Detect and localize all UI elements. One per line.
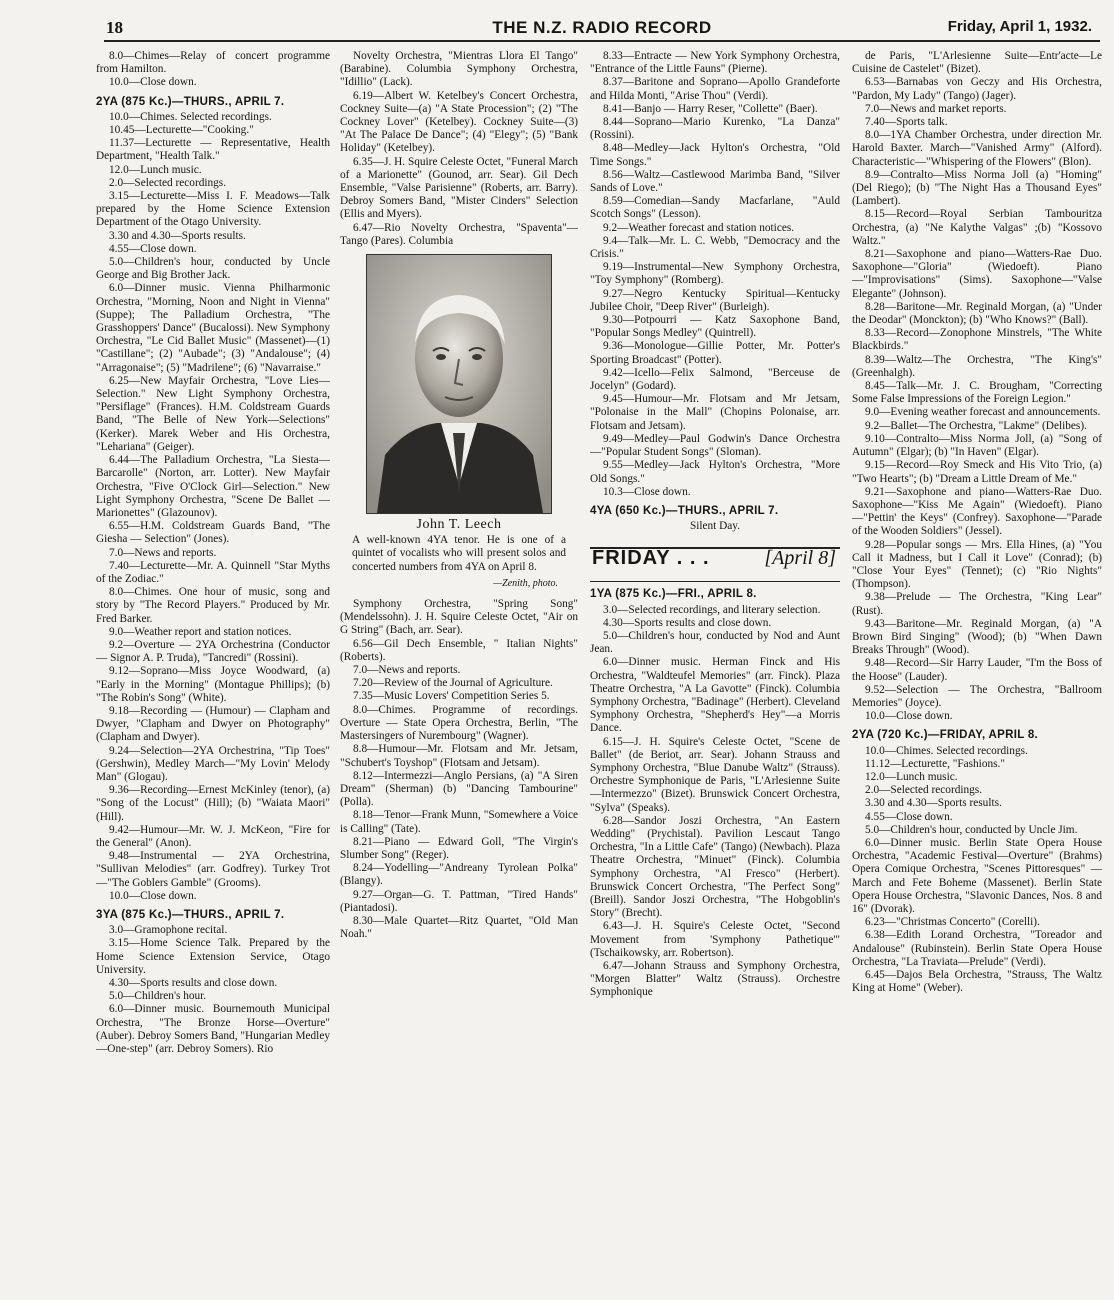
programme-entry: 11.37—Lecturette — Representative, Health Department, "Health Talk." xyxy=(96,137,330,163)
column-3-bottom xyxy=(590,588,840,999)
programme-entry: 9.55—Medley—Jack Hylton's Orchestra, "More Old Songs." xyxy=(590,459,840,485)
programme-entry: 9.45—Humour—Mr. Flotsam and Mr Jetsam, "Polonaise in the Mall" (Chopins Polonaise, arr. Flotsam and Jetsam). xyxy=(590,393,840,432)
programme-entry: 4.55—Close down. xyxy=(109,242,197,255)
programme-entry: 7.0—News and reports. xyxy=(109,546,217,559)
programme-entry: 8.21—Piano — Edward Goll, "The Virgin's Slumber Song" (Reger). xyxy=(340,835,578,861)
programme-entry: 9.12—Soprano—Miss Joyce Woodward, (a) "Early in the Morning" (Montague Phillips); (b) "The Robin's Song" (White). xyxy=(96,665,330,704)
programme-entry: 5.0—Children's hour, conducted by Nod and Aunt Jean. xyxy=(590,629,840,656)
programme-entry: 7.40—Lecturette—Mr. A. Quinnell "Star Myths of the Zodiac." xyxy=(96,559,330,585)
programme-entry: 6.25—New Mayfair Orchestra, "Love Lies—Selection." New Light Symphony Orchestra, "Persiflage" (Frances). H.M. Coldstream Guards Band, "The Belle of New York—Selections" (Kerker). Marek Weber and His Orchestra, "Lehariana" (Geiger). xyxy=(96,374,330,453)
programme-entry: 9.19—Instrumental—New Symphony Orchestra, "Toy Symphony" (Romberg). xyxy=(590,261,840,287)
programme-entry: 8.18—Tenor—Frank Munn, "Somewhere a Voice is Calling" (Tate). xyxy=(340,809,578,835)
programme-entry: 9.27—Negro Kentucky Spiritual—Kentucky Jubilee Choir, "Deep River" (Burleigh). xyxy=(590,287,840,313)
publication-title: THE N.Z. RADIO RECORD xyxy=(492,18,712,37)
programme-entry: 9.43—Baritone—Mr. Reginald Morgan, (a) "A Brown Bird Singing" (Wood); (b) "When Dawn Breaks Through" (Wood). xyxy=(852,617,1102,657)
programme-entry: 6.55—H.M. Coldstream Guards Band, "The Giesha — Selection" (Jones). xyxy=(96,520,330,546)
programme-entry: Symphony Orchestra, "Spring Song" (Mendelssohn). J. H. Squire Celeste Octet, "Air on G String" (Bach, arr. Sear). xyxy=(340,598,578,637)
station-heading: 3YA (875 Kc.)—THURS., APRIL 7. xyxy=(96,909,285,921)
programme-entry: Novelty Orchestra, "Mientras Llora El Tango" (Barabine). Columbia Symphony Orchestra, "Idillio" (Lack). xyxy=(340,50,578,89)
programme-entry: 10.0—Chimes. Selected recordings. xyxy=(109,110,272,123)
programme-entry: 6.47—Rio Novelty Orchestra, "Spaventa"—Tango (Pares). Columbia xyxy=(340,221,578,247)
programme-entry: 6.0—Dinner music. Bournemouth Municipal Orchestra, "The Bronze Horse—Overture" (Auber). Debroy Somers Band, "Hungarian Medley—One-step" (arr. Debroy Somers). Rio xyxy=(96,1003,330,1056)
programme-entry: 6.53—Barnabas von Geczy and His Orchestra, "Pardon, My Lady" (Tango) (Jager). xyxy=(852,76,1102,102)
programme-entry: 9.48—Record—Sir Harry Lauder, "I'm the Boss of the Hoose" (Lauder). xyxy=(852,657,1102,683)
programme-entry: 8.9—Contralto—Miss Norma Joll (a) "Homing" (Del Riego); (b) "The Night Has a Thousand Eyes" (Lambert). xyxy=(852,168,1102,208)
programme-entry: 9.24—Selection—2YA Orchestrina, "Tip Toes" (Gershwin), Medley March—"My Lovin' Melody Man" (Glogau). xyxy=(96,744,330,783)
column-2-bottom xyxy=(340,598,578,941)
programme-entry: 9.28—Popular songs — Mrs. Ella Hines, (a) "You Call it Madness, but I Call it Love" (Conrad); (b) "Close Your Eyes" (Tennet); (c) "Rio Nights" (Thompson). xyxy=(852,538,1102,591)
programme-entry: 12.0—Lunch music. xyxy=(865,770,958,783)
programme-entry: 3.0—Gramophone recital. xyxy=(109,924,228,937)
photo-credit: —Zenith, photo. xyxy=(493,577,558,589)
programme-entry: 8.33—Record—Zonophone Minstrels, "The White Blackbirds." xyxy=(852,327,1102,353)
column-3-top xyxy=(590,50,840,533)
programme-entry: 9.48—Instrumental — 2YA Orchestrina, "Sullivan Melodies" (arr. Godfrey). Turkey Trot—"The Goblers Gamble" (Grooms). xyxy=(96,850,330,889)
programme-entry: 8.56—Waltz—Castlewood Marimba Band, "Silver Sands of Love." xyxy=(590,168,840,195)
programme-entry: 9.2—Ballet—The Orchestra, "Lakme" (Delibes). xyxy=(865,419,1087,432)
programme-entry: 8.8—Humour—Mr. Flotsam and Mr. Jetsam, "Schubert's Toyshop" (Flotsam and Jetsam). xyxy=(340,743,578,769)
programme-entry: 9.36—Recording—Ernest McKinley (tenor), (a) "Song of the Locust" (Hill); (b) "Waiata Maori" (Hill). xyxy=(96,784,330,823)
programme-entry: 6.38—Edith Lorand Orchestra, "Toreador and Andalouse" (Rubinstein). Berlin State Opera House Orchestra, "La Traviata—Prelude" (Verdi). xyxy=(852,929,1102,968)
programme-entry: 4.30—Sports results and close down. xyxy=(109,977,278,990)
programme-entry: 6.47—Johann Strauss and Symphony Orchestra, "Morgen Blatter" Waltz (Strauss). Orchestre Symphonique xyxy=(590,960,840,999)
programme-entry: 8.0—Chimes—Relay of concert programme from Hamilton. xyxy=(96,50,330,76)
programme-entry: 9.0—Weather report and station notices. xyxy=(109,625,292,638)
programme-entry: 8.41—Banjo — Harry Reser, "Collette" (Baer). xyxy=(603,102,818,115)
programme-entry: 4.55—Close down. xyxy=(865,810,953,823)
page-header xyxy=(104,12,1100,42)
programme-entry: 10.45—Lecturette—"Cooking." xyxy=(109,124,254,137)
programme-entry: 6.35—J. H. Squire Celeste Octet, "Funeral March of a Marionette" (Gounod, arr. Sear). Gil Dech Ensemble, "Valse Parisienne" (Roberts, arr. Barry). Debroy Somers Band, "Mister Cinders" Selection (Ellis and Myers). xyxy=(340,155,578,221)
programme-entry: 8.59—Comedian—Sandy Macfarlane, "Auld Scotch Songs" (Lesson). xyxy=(590,195,840,221)
programme-entry: 8.33—Entracte — New York Symphony Orchestra, "Entrance of the Little Fauns" (Pierne). xyxy=(590,50,840,76)
programme-entry: 3.15—Lecturette—Miss I. F. Meadows—Talk prepared by the Home Science Extension Department of the Otago University. xyxy=(96,190,330,229)
programme-entry: 9.52—Selection — The Orchestra, "Ballroom Memories" (Joyce). xyxy=(852,683,1102,709)
programme-entry: 3.30 and 4.30—Sports results. xyxy=(865,797,1002,810)
programme-entry: 10.0—Close down. xyxy=(109,889,197,902)
programme-entry: 8.37—Baritone and Soprano—Apollo Grandeforte and Hilda Monti, "Arise Thou" (Verdi). xyxy=(590,76,840,102)
programme-entry: 9.10—Contralto—Miss Norma Joll, (a) "Song of Autumn" (Elgar); (b) "In Haven" (Elgar). xyxy=(852,432,1102,459)
programme-entry: 9.27—Organ—G. T. Pattman, "Tired Hands" (Piantadosi). xyxy=(340,888,578,914)
programme-entry: 6.45—Dajos Bela Orchestra, "Strauss, The Waltz King at Home" (Weber). xyxy=(852,969,1102,995)
column-4 xyxy=(852,50,1102,1295)
friday-section-banner xyxy=(590,547,840,582)
programme-entry: 6.0—Dinner music. Herman Finck and His Orchestra, "Waldteufel Memories" (arr. Finck). Plaza Theatre Orchestra, "A La Gavotte" (Finck). Columbia Symphony Orchestra, "Badinage" (Herbert). Cleveland Symphony Orchestra, "Shepherd's Hey"—a Morris Dance. xyxy=(590,656,840,735)
programme-entry: 9.2—Overture — 2YA Orchestrina (Conductor — Signor A. P. Truda), "Tancredi" (Rossini). xyxy=(96,638,330,665)
column-1 xyxy=(96,50,330,1295)
programme-entry: 6.0—Dinner music. Berlin State Opera House Orchestra, "Academic Festival—Overture" (Brahms) Opera Comique Orchestra, "Scenes Pittoresques" — March and Fete Boheme (Massenet). Berlin State Opera House Orchestra, "Slavonic Dances, Nos. 8 and 16" (Dvorak). xyxy=(852,836,1102,915)
programme-entry: 6.19—Albert W. Ketelbey's Concert Orchestra, Cockney Suite—(a) "A State Procession"; (2) "The Cockney Lover" (Ketelbey). Cockney Suite—(3) "At The Palace De Dance"; (4) "Elegy"; (5) "Bank Holiday" (Ketelbey). xyxy=(340,89,578,155)
photo-feature xyxy=(340,254,578,590)
programme-entry: 10.0—Close down. xyxy=(865,710,953,723)
programme-entry: 5.0—Children's hour, conducted by Uncle Jim. xyxy=(865,823,1078,836)
page-number: 18 xyxy=(106,18,123,37)
station-heading: 2YA (720 Kc.)—FRIDAY, APRIL 8. xyxy=(852,729,1039,742)
silent-day-note: Silent Day. xyxy=(689,520,741,533)
station-heading: 1YA (875 Kc.)—FRI., APRIL 8. xyxy=(590,588,757,601)
photo-caption-text: A well-known 4YA tenor. He is one of a quintet of vocalists who will present solos and concerted numbers from 4YA on April 8. xyxy=(352,534,566,573)
issue-date: Friday, April 1, 1932. xyxy=(947,18,1092,35)
programme-entry: 2.0—Selected recordings. xyxy=(109,176,227,189)
column-2-top xyxy=(340,50,578,248)
programme-entry: 4.30—Sports results and close down. xyxy=(603,616,772,629)
programme-entry: 8.28—Baritone—Mr. Reginald Morgan, (a) "Under the Deodar" (Monckton); (b) "Who Knows?" (Ball). xyxy=(852,300,1102,327)
programme-entry: 9.36—Monologue—Gillie Potter, Mr. Potter's Sporting Broadcast" (Potter). xyxy=(590,340,840,366)
station-heading: 2YA (875 Kc.)—THURS., APRIL 7. xyxy=(96,95,285,108)
programme-entry: 8.15—Record—Royal Serbian Tambouritza Orchestra, (a) "Ne Kalythe Valgas" ;(b) "Kossovo Waltz." xyxy=(852,208,1102,247)
programme-entry: 8.48—Medley—Jack Hylton's Orchestra, "Old Time Songs." xyxy=(590,142,840,168)
programme-entry: 3.0—Selected recordings, and literary selection. xyxy=(603,603,821,616)
programme-entry: 8.21—Saxophone and piano—Watters-Rae Duo. Saxophone—"Gloria" (Wiedoeft). Piano—"Improvisations" (Sims). Saxophone—"Valse Elegante" (Johnson). xyxy=(852,248,1102,300)
friday-day-label: FRIDAY . . . xyxy=(592,547,710,570)
programme-entry: 7.0—News and market reports. xyxy=(865,102,1007,115)
friday-date-label: [April 8] xyxy=(764,547,836,570)
programme-entry: 9.2—Weather forecast and station notices. xyxy=(603,221,795,234)
programme-entry: 3.15—Home Science Talk. Prepared by the Home Science Extension Service, Otago University. xyxy=(96,937,330,976)
programme-entry: 8.30—Male Quartet—Ritz Quartet, "Old Man Noah." xyxy=(340,914,578,941)
programme-entry: 9.0—Evening weather forecast and announcements. xyxy=(865,406,1101,419)
programme-entry: 5.0—Children's hour, conducted by Uncle George and Big Brother Jack. xyxy=(96,256,330,282)
programme-entry: 9.4—Talk—Mr. L. C. Webb, "Democracy and the Crisis." xyxy=(590,234,840,261)
station-heading: 4YA (650 Kc.)—THURS., APRIL 7. xyxy=(590,504,779,517)
programme-entry: 9.42—Icello—Felix Salmond, "Berceuse de Jocelyn" (Godard). xyxy=(590,366,840,393)
programme-entry: 6.43—J. H. Squire's Celeste Octet, "Second Movement from 'Symphony Pathetique'" (Tschaikowsky, arr. Robertson). xyxy=(590,920,840,959)
programme-entry: 8.0—Chimes. Programme of recordings. Overture — State Opera Orchestra, Berlin, "The Mastersingers of Nurembourg" (Wagner). xyxy=(340,703,578,743)
programme-entry: 8.45—Talk—Mr. J. C. Brougham, "Correcting Some False Impressions of the Foreign Legion." xyxy=(852,380,1102,406)
programme-entry: 9.38—Prelude — The Orchestra, "King Lear" (Rust). xyxy=(852,591,1102,617)
column-2 xyxy=(340,50,578,1295)
photo-caption-name: John T. Leech xyxy=(416,517,502,533)
programme-entry: 8.39—Waltz—The Orchestra, "The King's" (Greenhalgh). xyxy=(852,353,1102,379)
programme-entry: 6.15—J. H. Squire's Celeste Octet, "Scene de Ballet" (de Beriot, arr. Sear). Johann Strauss and Symphony Orchestra, "Blue Danube Waltz" (Strauss). Orchestre Symphonique de Paris, "L'Arlesienne Suite—Intermezzo" (Bizet). Brunswick Concert Orchestra, "Sylva" (Speaks). xyxy=(590,735,840,814)
column-3 xyxy=(590,50,840,1295)
programme-entry: 12.0—Lunch music. xyxy=(109,163,202,176)
programme-entry: 5.0—Children's hour. xyxy=(109,990,207,1003)
programme-entry: 3.30 and 4.30—Sports results. xyxy=(109,229,246,242)
programme-entry: 10.3—Close down. xyxy=(603,485,691,498)
programme-entry: 8.12—Intermezzi—Anglo Persians, (a) "A Siren Dream" (Sherman) (b) "Dancing Tambourine" (Polla). xyxy=(340,769,578,809)
programme-entry: 6.28—Sandor Joszi Orchestra, "An Eastern Wedding" (Prychistal). Pavilion Lescaut Tango Orchestra, "In a Little Cafe" (Tango) (Newbach). Plaza Theatre Orchestra, "Minuet" (Finck). Columbia Symphony Orchestra, "Al Fresco" (Herbert). Brunswick Concert Orchestra, "The Perfect Song" (Breill). Sandor Joszi Orchestra, "The Hobgoblin's Story" (Brecht). xyxy=(590,814,840,920)
programme-entry: 6.0—Dinner music. Vienna Philharmonic Orchestra, "Morning, Noon and Night in Vienna" (Suppe); The Palladium Orchestra, "The Grasshoppers' Dance" (Bucalossi). New Symphony Orchestra, "Le Cid Ballet Music" (Massenet)—(1) "Castillane"; (2) "Aubade"; (3) "Andalouse"; (4) "Arragonaise"; (5) "Madrilene"; (6) "Navarraise." xyxy=(96,282,330,374)
programme-entry: de Paris, "L'Arlesienne Suite—Entr'acte—Le Cuisine de Castelet" (Bizet). xyxy=(852,50,1102,76)
programme-entry: 7.40—Sports talk. xyxy=(865,116,948,129)
programme-entry: 9.18—Recording — (Humour) — Clapham and Dwyer, "Clapham and Dwyer on Photography" (Clapham and Dwyer). xyxy=(96,704,330,744)
programme-entry: 9.21—Saxophone and piano—Watters-Rae Duo. Saxophone—"Kiss Me Again" (Wiedoeft). Piano—"Pettin' the Keys" (Confrey). Saxophone—"Parade of the Wooden Soldiers" (Jessel). xyxy=(852,485,1102,538)
programme-entry: 10.0—Chimes. Selected recordings. xyxy=(865,744,1028,757)
programme-entry: 8.0—1YA Chamber Orchestra, under direction Mr. Harold Baxter. March—"Vanished Army" (Alford). Characteristic—"Whispering of the Flowers" (Blon). xyxy=(852,129,1102,168)
programme-entry: 7.35—Music Lovers' Competition Series 5. xyxy=(353,690,550,703)
programme-entry: 2.0—Selected recordings. xyxy=(865,784,983,797)
portrait-photo xyxy=(366,254,552,514)
programme-entry: 10.0—Close down. xyxy=(109,76,197,89)
programme-entry: 6.23—"Christmas Concerto" (Corelli). xyxy=(865,916,1040,929)
programme-entry: 8.44—Soprano—Mario Kurenko, "La Danza" (Rossini). xyxy=(590,116,840,142)
programme-entry: 9.15—Record—Roy Smeck and His Vito Trio, (a) "Two Hearts"; (b) "Dream a Little Dream of Me." xyxy=(852,459,1102,485)
programme-entry: 9.49—Medley—Paul Godwin's Dance Orchestra—"Popular Student Songs" (Sloman). xyxy=(590,432,840,459)
programme-entry: 9.30—Potpourri — Katz Saxophone Band, "Popular Songs Medley" (Quintrell). xyxy=(590,314,840,340)
programme-entry: 7.20—Review of the Journal of Agriculture. xyxy=(353,677,553,690)
programme-entry: 7.0—News and reports. xyxy=(353,664,461,677)
programme-entry: 9.42—Humour—Mr. W. J. McKeon, "Fire for the General" (Anon). xyxy=(96,823,330,849)
programme-entry: 6.56—Gil Dech Ensemble, " Italian Nights" (Roberts). xyxy=(340,637,578,663)
programme-entry: 11.12—Lecturette, "Fashions." xyxy=(865,757,1005,770)
programme-entry: 8.24—Yodelling—"Andreany Tyrolean Polka" (Blangy). xyxy=(340,862,578,888)
programme-entry: 8.0—Chimes. One hour of music, song and story by "The Record Players." Produced by Mr. Fred Barker. xyxy=(96,586,330,625)
programme-entry: 6.44—The Palladium Orchestra, "La Siesta—Barcarolle" (Norton, arr. Lotter). New Mayfair Orchestra, "Five O'Clock Girl—Selection." New Light Symphony Orchestra, "Scene De Ballet —Marionettes" (Glazounov). xyxy=(96,454,330,519)
